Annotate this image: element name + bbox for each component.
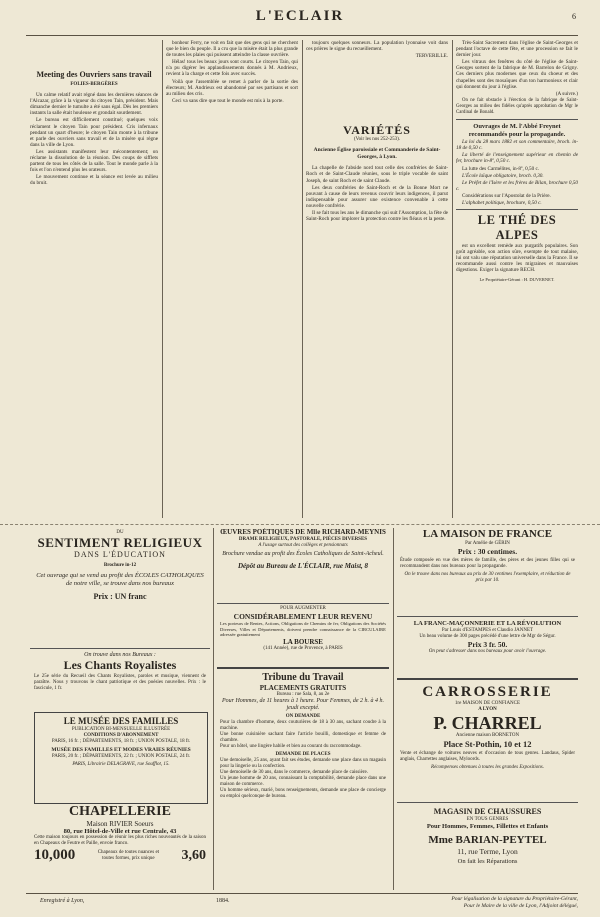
ad-address: Place St-Pothin, 10 et 12 <box>443 739 532 749</box>
ad-item: Une bonne cuisinière sachant faire l'article bouilli, domestique et femme de chambre. <box>220 732 386 743</box>
ad-franc-maconnerie <box>397 616 578 677</box>
ad-title: CHAPELLERIE <box>69 804 171 819</box>
paragraph: Hélas! tous les beaux jours sont courts. Le citoyen Tain, qui n'a pu digérer les applaudissements donnés à M. Andrieux, revient à la charge et cette fois avec succès. <box>166 59 298 78</box>
ad-section: ON DEMANDE <box>285 714 321 719</box>
note: On ne fait obstacle à l'érection de la fabrique de Saint-Georges au milieu des fidèles qu'après approbation de Mgr le Cardinal de Bonald. <box>456 97 578 116</box>
ad-sub: 1re MAISON DE CONFIANCE <box>454 701 521 706</box>
column-3 <box>306 40 448 518</box>
article-title: Meeting des Ouvriers sans travail <box>36 70 152 79</box>
ad-sub: Maison RIVIER Soeurs <box>86 820 154 828</box>
section-title: VARIÉTÉS <box>343 123 411 138</box>
footer-year: 1884. <box>216 898 230 904</box>
ad-line: La liberté de l'enseignement supérieur en chemin de fer, brochure in-8º, 0,50 c. <box>456 152 578 165</box>
ad-text: Cet ouvrage qui se vend au profit des ÉCOLES CATHOLIQUES de notre ville, se trouve dans nos bureaux <box>36 572 204 587</box>
ad-lead: On trouve dans nos Bureaux : <box>84 652 156 658</box>
footer-right <box>300 896 578 910</box>
ad-big-number: 10,000 <box>34 847 76 863</box>
ad-depot: Dépôt au Bureau de L'ÉCLAIR, rue Maist, 8 <box>237 561 369 570</box>
ad-depot: On le trouve dans nos bureaux au prix de 30 centimes l'exemplaire, et réduction de prix par 10. <box>404 572 571 583</box>
ad-prev: Ancienne maison BORNETON <box>455 733 520 738</box>
ad-lead: POUR AUGMENTER <box>280 606 326 611</box>
footer-left: Enregistré à Lyon, <box>40 898 85 904</box>
ad-title: CONSIDÉRABLEMENT LEUR REVENU <box>233 612 373 621</box>
ad-line: L'École laïque obligatoire, broch. 0,30. <box>462 172 544 179</box>
ad-title: LA FRANC-MAÇONNERIE ET LA RÉVOLUTION <box>413 620 562 627</box>
ad-item: Un jeune homme de 20 ans, connaissant la comptabilité, demande place dans une maison de commerce. <box>220 776 386 787</box>
ad-price: Prix : 30 centimes. <box>457 547 518 556</box>
ads-separator <box>0 524 600 525</box>
ad-text: Pour Hommes, de 11 heures à 1 heure. Pour Femmes, de 2 h. à 4 h. jeudi excepté. <box>221 698 385 711</box>
footer-right-line: Pour légalisation de la signature du Propriétaire-Gérant, <box>451 896 578 902</box>
ad-text: Vente et échange de voitures neuves et d'occasion de tous genres. Landaus, Spider anglais, Charrettes anglaises, Myloords. <box>400 751 575 762</box>
column-divider <box>393 528 394 890</box>
paragraph: Voilà que l'assemblée se remet à parler de la sortie des électeurs; M. Andrieux est abandonné par ses partisans et sort au milieu des cris. <box>166 78 298 97</box>
paragraph: Le bureau est difficilement constitué; quelques voix réclament le citoyen Tain pour président. Cris infernaux pendant un quart d'heure; le citoyen Tain monte à la tribune et parle des ouvriers sans travail et de la misère qui règne dans la ville de Lyon. <box>30 117 158 148</box>
ad-title-2: MUSÉE DES FAMILLES ET MODES VRAIES RÉUNIES <box>51 747 191 753</box>
ad-title: ŒUVRES POÉTIQUES DE Mlle RICHARD-MEYNIS <box>220 528 386 536</box>
ad-line: Le Préfet de l'Isère et les frères de Bilan, brochure 0,50 c. <box>456 179 578 192</box>
ad-oeuvres-poetiques <box>217 528 389 602</box>
paragraph: La chapelle de l'abside nord tout celle des confréries de Saint-Roch et de Saint-Claude réunies, sous le triple vocable de saint Joseph, de saint Roch et de saint Claude. <box>306 165 448 184</box>
ad-item: Un homme sérieux, marié, bons renseignements, demande une place de concierge ou emploi quelconque de bureau. <box>220 788 386 799</box>
ad-sub: PLACEMENTS GRATUITS <box>259 684 347 692</box>
paragraph: Un calme relatif avait régné dans les dernières séances de l'Alcazar, grâce à la vigueur du citoyen Tain, président. Mais dimanche dernier le tumulte a été sans égal. Dès les premiers instants la salle était houleuse et grondait sourdement. <box>30 92 158 117</box>
article-subtitle: FOLIES-BERGÈRES <box>70 82 118 87</box>
ad-item: Une demoiselle, 25 ans, ayant fait ses études, demande une place dans un magasin pour la lingerie ou la confection. <box>220 758 386 769</box>
paragraph: Les vitraux des fenêtres du côté de l'église de Saint-Georges sortent de la fabrique de M. Barrelon de Grigny. Ces derniers plus modernes que ceux du choeur et des chapelles sont des mosaïques d'un ton harmonieux et clair qui donnent du jour à l'église. <box>456 59 578 90</box>
ad-sub: DRAME RELIGIEUX, PASTORALE, PIÈCES DIVERSES <box>238 537 368 542</box>
ad-line: Considérations sur l'Apostolat de la Prière. <box>462 192 551 199</box>
ad-title: Ouvrages de M. l'Abbé Freynet recommandés pour la propagande. <box>468 123 566 139</box>
paragraph: Il se fait tous les ans le dimanche qui suit l'Assomption, la fête de Saint-Roch pour implorer la protection contre les fléaux et la peste. <box>306 210 448 223</box>
ad-maison-de-france <box>397 528 578 614</box>
ad-city: A LYON <box>478 707 497 712</box>
tea-text: est un excellent remède aux purgatifs populaires. Son goût agréable, son action sûre, exempte de tout malaise, lui ont valu une réputation universelle dans la France. Il se recommande aussi contre les migraines et mauvaises digestions. Exiger la signature RECH. <box>456 243 578 274</box>
ad-line: Pour Hommes, Femmes, Fillettes et Enfants <box>426 823 549 830</box>
ad-foot: On peut s'adresser dans nos bureaux pour avoir l'ouvrage. <box>428 649 547 654</box>
ad-text: Un beau volume de 300 pages précédé d'une lettre de Mgr de Ségur. <box>419 634 556 639</box>
signature: TERVERILLE. <box>415 53 448 60</box>
ad-name: P. CHARREL <box>433 713 542 733</box>
ad-title: Tribune du Travail <box>262 672 344 683</box>
ad-line: La loi du 28 mars 1882 et son commentaire, broch. in-18 de 0,50 c. <box>456 139 578 152</box>
ad-title: Les Chants Royalistes <box>63 658 177 672</box>
ad-text: Les porteurs de Rentes, Actions, Obligations de Chemins de fer, Obligations des Sociétés Diverses, Villes et Départements, doivent prendre connaissance de la CIRCULAIRE adressée gratuitement <box>220 621 386 637</box>
paragraph: Les assistants manifestent leur mécontentement; on réclame la dissolution de la réunion. Des coups de sifflets partent de tous les côtés de la salle. Tout le monde parle à la fois et l'on n'entend plus les orateurs. <box>30 148 158 174</box>
ad-sentiment-religieux: DU SENTIMENT RELIGIEUX DANS L'ÉDUCATION Brochure in-12 Cet ouvrage qui se vend au profit des ÉCOLES CATHOLIQUES de notre ville, se trouve dans nos bureaux Prix : UN franc <box>30 528 210 646</box>
paragraph: toujours quelques sonneurs. La population lyonnaise voit dans ces prières le signe du recueillement. <box>306 40 448 53</box>
column-4 <box>456 40 578 518</box>
paragraph: bonheur Ferry, ne voit en fait que des gens qui ne cherchent que le bien du peuple. Il a cru que la misère était la plus grande de toutes les plaies qui puissent atteindre la classe ouvrière. <box>166 40 298 59</box>
ad-sub: Par Amélie de GÉRIN <box>465 541 510 546</box>
ad-price-line: PARIS, 16 fr. ; DÉPARTEMENTS, 18 fr. ; UNION POSTALE, 18 fr. <box>51 739 191 744</box>
ad-title: LA MAISON DE FRANCE <box>422 528 553 540</box>
ad-sub: Brochure in-12 <box>103 563 137 568</box>
ad-price: 3,60 <box>181 847 206 863</box>
page-number: 6 <box>572 12 576 21</box>
ad-small: Chapeaux de toutes nuances et toutes formes, prix unique <box>97 849 160 861</box>
ad-price-line: PARIS, 20 fr. ; DÉPARTEMENTS, 22 fr. ; UNION POSTALE, 24 fr. <box>51 754 191 759</box>
footer-rule <box>26 893 578 894</box>
ad-address: (141 Année), rue de Provence, à PARIS <box>263 645 343 651</box>
ad-text: Cette maison toujours en possession de réunir les plus riches nouveautés de la saison en Chapeaux de Feutre et Paille, envoie franco. <box>34 835 206 846</box>
paragraph: Très-Saint Sacrement dans l'église de Saint-Georges et pendant l'octave de cette fête, et une procession se fait le dernier jour. <box>456 40 578 59</box>
ad-price: Prix 3 fr. 50. <box>467 640 508 649</box>
masthead-rule <box>26 35 578 36</box>
ad-journal: LA BOURSE <box>283 637 323 646</box>
ad-item: Pour la chambre d'homme, deux couturières de 18 à 30 ans, sachant coudre à la machine. <box>220 720 386 731</box>
ad-tribune-du-travail <box>217 667 389 893</box>
ad-hours: Bureau : rue Sala, 8, au 2e <box>276 692 330 697</box>
tea-title: LE THÉ DES ALPES <box>477 213 557 243</box>
ad-title: SENTIMENT RELIGIEUX <box>37 535 203 550</box>
ad-sub: PUBLICATION BI-MENSUELLE ILLUSTRÉE <box>71 727 171 732</box>
ad-sub: Par Louis d'ESTAMPES et Claudio JANNET <box>441 628 534 633</box>
column-divider <box>452 40 453 518</box>
ad-title: LE MUSÉE DES FAMILLES <box>63 716 179 726</box>
ad-section: DEMANDE DE PLACES <box>275 752 331 757</box>
ad-chants-royalistes <box>30 648 210 711</box>
signature: (A suivre.) <box>555 90 578 97</box>
ad-chapellerie <box>30 804 210 892</box>
ad-item: Pour un hôtel, une lingère habile et bien au courant du raccommodage. <box>220 744 362 749</box>
ad-address: PARIS, Librairie DELAGRAVE, rue Soufflot, 15. <box>72 762 170 767</box>
column-divider <box>213 528 214 890</box>
ad-name: Mme BARIAN-PEYTEL <box>428 834 547 846</box>
ad-text: Le 25e série du Recueil des Chants Royalistes, paroles et musique, viennent de paraître. Nous y trouvons le chant patriotique et des poésies nouvelles. Prix : le fascicule, 1 fr. <box>34 674 206 691</box>
ad-price: Prix : UN franc <box>93 592 147 601</box>
ad-musee-des-familles <box>34 712 208 804</box>
ad-text: Étude composée en vue des mères de famille, des pères et des jeunes filles qui se recommandent dans nos bureaux pour la propagande. <box>400 558 575 569</box>
ad-text: Brochure vendue au profit des Écoles Catholiques de Saint-Acheul. <box>222 551 384 557</box>
ad-sub-2: A l'usage surtout des collèges et pensionnats <box>258 543 348 548</box>
column-divider <box>302 40 303 518</box>
ad-address: 11, rue Terme, Lyon <box>457 847 518 856</box>
ad-subtitle: DANS L'ÉDUCATION <box>74 550 166 559</box>
article-subtitle: Ancienne Église paroissiale et Commanderie de Saint-Georges, à Lyon. <box>313 147 441 161</box>
ad-medal: Récompenses obtenues à toutes les grandes Expositions. <box>431 765 544 770</box>
ad-item: Une demoiselle de 30 ans, dans le commerce, demande place de caissière. <box>220 770 368 775</box>
footer-right-line: Pour le Maire de la ville de Lyon, l'Adjoint délégué, <box>463 903 578 909</box>
section-ref: (Voir les nos 252-253). <box>353 137 400 143</box>
column-divider <box>162 40 163 518</box>
ad-conditions: CONDITIONS D'ABONNEMENT <box>83 733 159 738</box>
ad-carrosserie <box>397 678 578 802</box>
ad-title: MAGASIN DE CHAUSSURES <box>433 807 542 816</box>
paragraph: Le mouvement continue et la séance est levée au milieu du bruit. <box>30 174 158 187</box>
ad-title: CARROSSERIE <box>422 684 553 700</box>
paragraph: Ceci va sans dire que tout le monde est mis à la porte. <box>172 97 284 104</box>
masthead: L'ECLAIR <box>255 8 345 24</box>
ad-line: L'alphabet politique, brochure, 0,50 c. <box>462 199 542 206</box>
column-1 <box>30 40 158 518</box>
ad-foot: On fait les Réparations <box>457 858 518 865</box>
ad-sub: EN TOUS GENRES <box>466 817 509 822</box>
printer-line: Le Propriétaire-Gérant : H. DUVERNET. <box>479 276 555 282</box>
ad-address: 80, rue Hôtel-de-Ville et rue Centrale, 43 <box>63 828 177 835</box>
ad-revenu <box>217 603 389 666</box>
ad-line: La lutte des Carmélites, in-8º, 0,50 c. <box>462 165 540 172</box>
ad-chaussures <box>397 802 578 891</box>
paragraph: Les deux confréries de Saint-Roch et de la Bonne Mort ne pouvant à cause de leurs revenus couvrir leurs indigences, il parut indispensable pour assurer une existence convenable à cette nouvelle confrérie. <box>306 184 448 209</box>
column-2 <box>166 40 298 518</box>
